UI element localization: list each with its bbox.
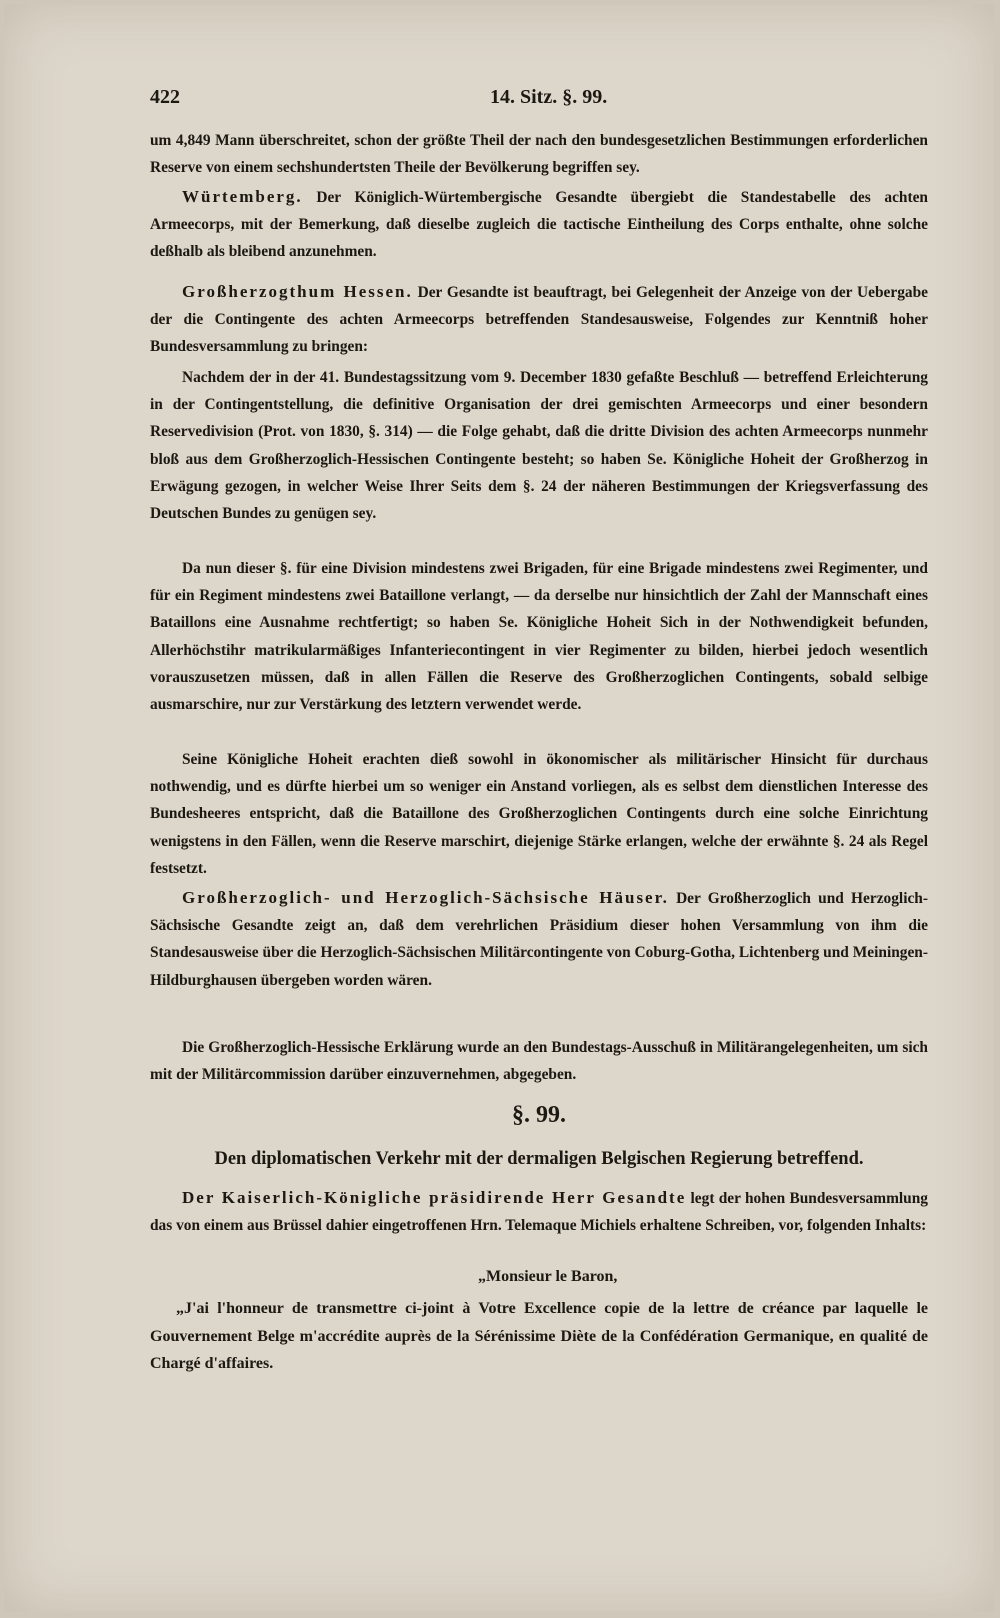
state-label-wuertemberg: Würtemberg.: [182, 187, 303, 206]
paragraph-wuertemberg: [150, 183, 928, 266]
state-label-hessen: Großherzogthum Hessen.: [182, 282, 413, 301]
paragraph-division: Da nun dieser §. für eine Division mindestens zwei Brigaden, für eine Brigade mindestens zwei Regimenter, und für ein Regiment mindestens zwei Bataillone verlangt, — da derselbe nur hinsichtlich der Zahl der Mannschaft eines Bataillons eine Ausnahme rechtfertigt; so haben Se. Königliche Hoheit Sich in der Nothwendigkeit befunden, Allerhöchstihr matrikularmäßiges Infanteriecontingent in vier Regimenter zu bilden, hierbei jedoch wesentlich vorauszusetzen müssen, daß in allen Fällen die Reserve des Großherzoglichen Contingents, sobald selbige ausmarschire, nur zur Verstärkung des letztern verwendet werde.: [150, 560, 928, 714]
paragraph-saechsisch-text: Der Großherzoglich und Herzoglich-Sächsische Gesandte zeigt an, daß dem verehrlichen Präsidium dieser hohen Versammlung von ihm die Standesausweise über die Herzoglich-Sächsischen Militärcontingente von Coburg-Gotha, Lichtenberg und Meiningen-Hildburghausen übergeben worden wären.: [150, 890, 928, 989]
paragraph-hoheit: Seine Königliche Hoheit erachten dieß sowohl in ökonomischer als militärischer Hinsicht für durchaus nothwendig, und es dürfte hierbei um so weniger ein Anstand vorliegen, als es selbst dem dienstlichen Interesse des Bundesheeres entspricht, daß die Bataillone des Großherzoglichen Contingents durch eine solche Einrichtung wenigstens in den Fällen, wenn die Reserve marschirt, diejenige Stärke erlangen, welche der erwähnte §. 24 als Regel festsetzt.: [150, 751, 928, 877]
paragraph-saechsische-haeuser: [150, 884, 928, 994]
section-title: Den diplomatischen Verkehr mit der dermaligen Belgischen Regierung betreffend.: [214, 1149, 864, 1169]
paragraph-1: um 4,849 Mann überschreitet, schon der größte Theil der nach den bundesgesetzlichen Bestimmungen erforderlichen Reserve von einem sechshundertsten Theile der Bevölkerung begriffen sey.: [150, 132, 928, 177]
paragraph-hessen: [150, 278, 928, 361]
section-number: §. 99.: [512, 1102, 566, 1128]
paragraph-nachdem: Nachdem der in der 41. Bundestagssitzung vom 9. December 1830 gefaßte Beschluß — betreffend Erleichterung in der Contingentstellung, die definitive Organisation der drei gemischten Armeecorps und einer besondern Reservedivision (Prot. von 1830, §. 314) — die Folge gehabt, daß die dritte Division des achten Armeecorps nunmehr bloß aus dem Großherzoglich-Hessischen Contingente besteht; so haben Se. Königliche Hoheit der Großherzog in Erwägung gezogen, in welcher Weise Ihrer Seits dem §. 24 der näheren Bestimmungen der Kriegsverfassung des Deutschen Bundes zu genügen sey.: [150, 369, 928, 523]
paragraph-hessen-text: Der Gesandte ist beauftragt, bei Gelegenheit der Anzeige von der Uebergabe der die Contingente des achten Armeecorps betreffenden Standesausweise, Folgendes zur Kenntniß hoher Bundesversammlung zu bringen:: [150, 284, 928, 356]
letter-body: „J'ai l'honneur de transmettre ci-joint à Votre Excellence copie de la lettre de créance par laquelle le Gouvernement Belge m'accrédite auprès de la Sérénissime Diète de la Confédération Germanique, en qualité de Chargé d'affaires.: [150, 1300, 928, 1372]
page-number: 422: [150, 86, 180, 108]
state-label-saechsisch: Großherzoglich- und Herzoglich-Sächsische Häuser.: [182, 888, 669, 907]
running-head: 14. Sitz. §. 99.: [490, 86, 608, 108]
paragraph-erklaerung: Die Großherzoglich-Hessische Erklärung wurde an den Bundestags-Ausschuß in Militärangelegenheiten, um sich mit der Militärcommission darüber einzuvernehmen, abgegeben.: [150, 1039, 928, 1084]
page-header: [150, 86, 928, 116]
letter-salutation: „Monsieur le Baron,: [478, 1268, 618, 1285]
section-intro-text: legt der hohen Bundesversammlung das von einem aus Brüssel dahier eingetroffenen Hrn. Telemaque Michiels erhaltene Schreiben, vor, folgenden Inhalts:: [150, 1190, 928, 1235]
paragraph-section-intro: [150, 1184, 928, 1239]
paragraph-wuertemberg-text: Der Königlich-Würtembergische Gesandte übergiebt die Standestabelle des achten Armeecorps, mit der Bemerkung, daß dieselbe zugleich die tactische Eintheilung des Corps enthalte, ohne solche deßhalb als bleibend anzunehmen.: [150, 189, 928, 261]
section-intro-label: Der Kaiserlich-Königliche präsidirende Herr Gesandte: [182, 1188, 687, 1207]
